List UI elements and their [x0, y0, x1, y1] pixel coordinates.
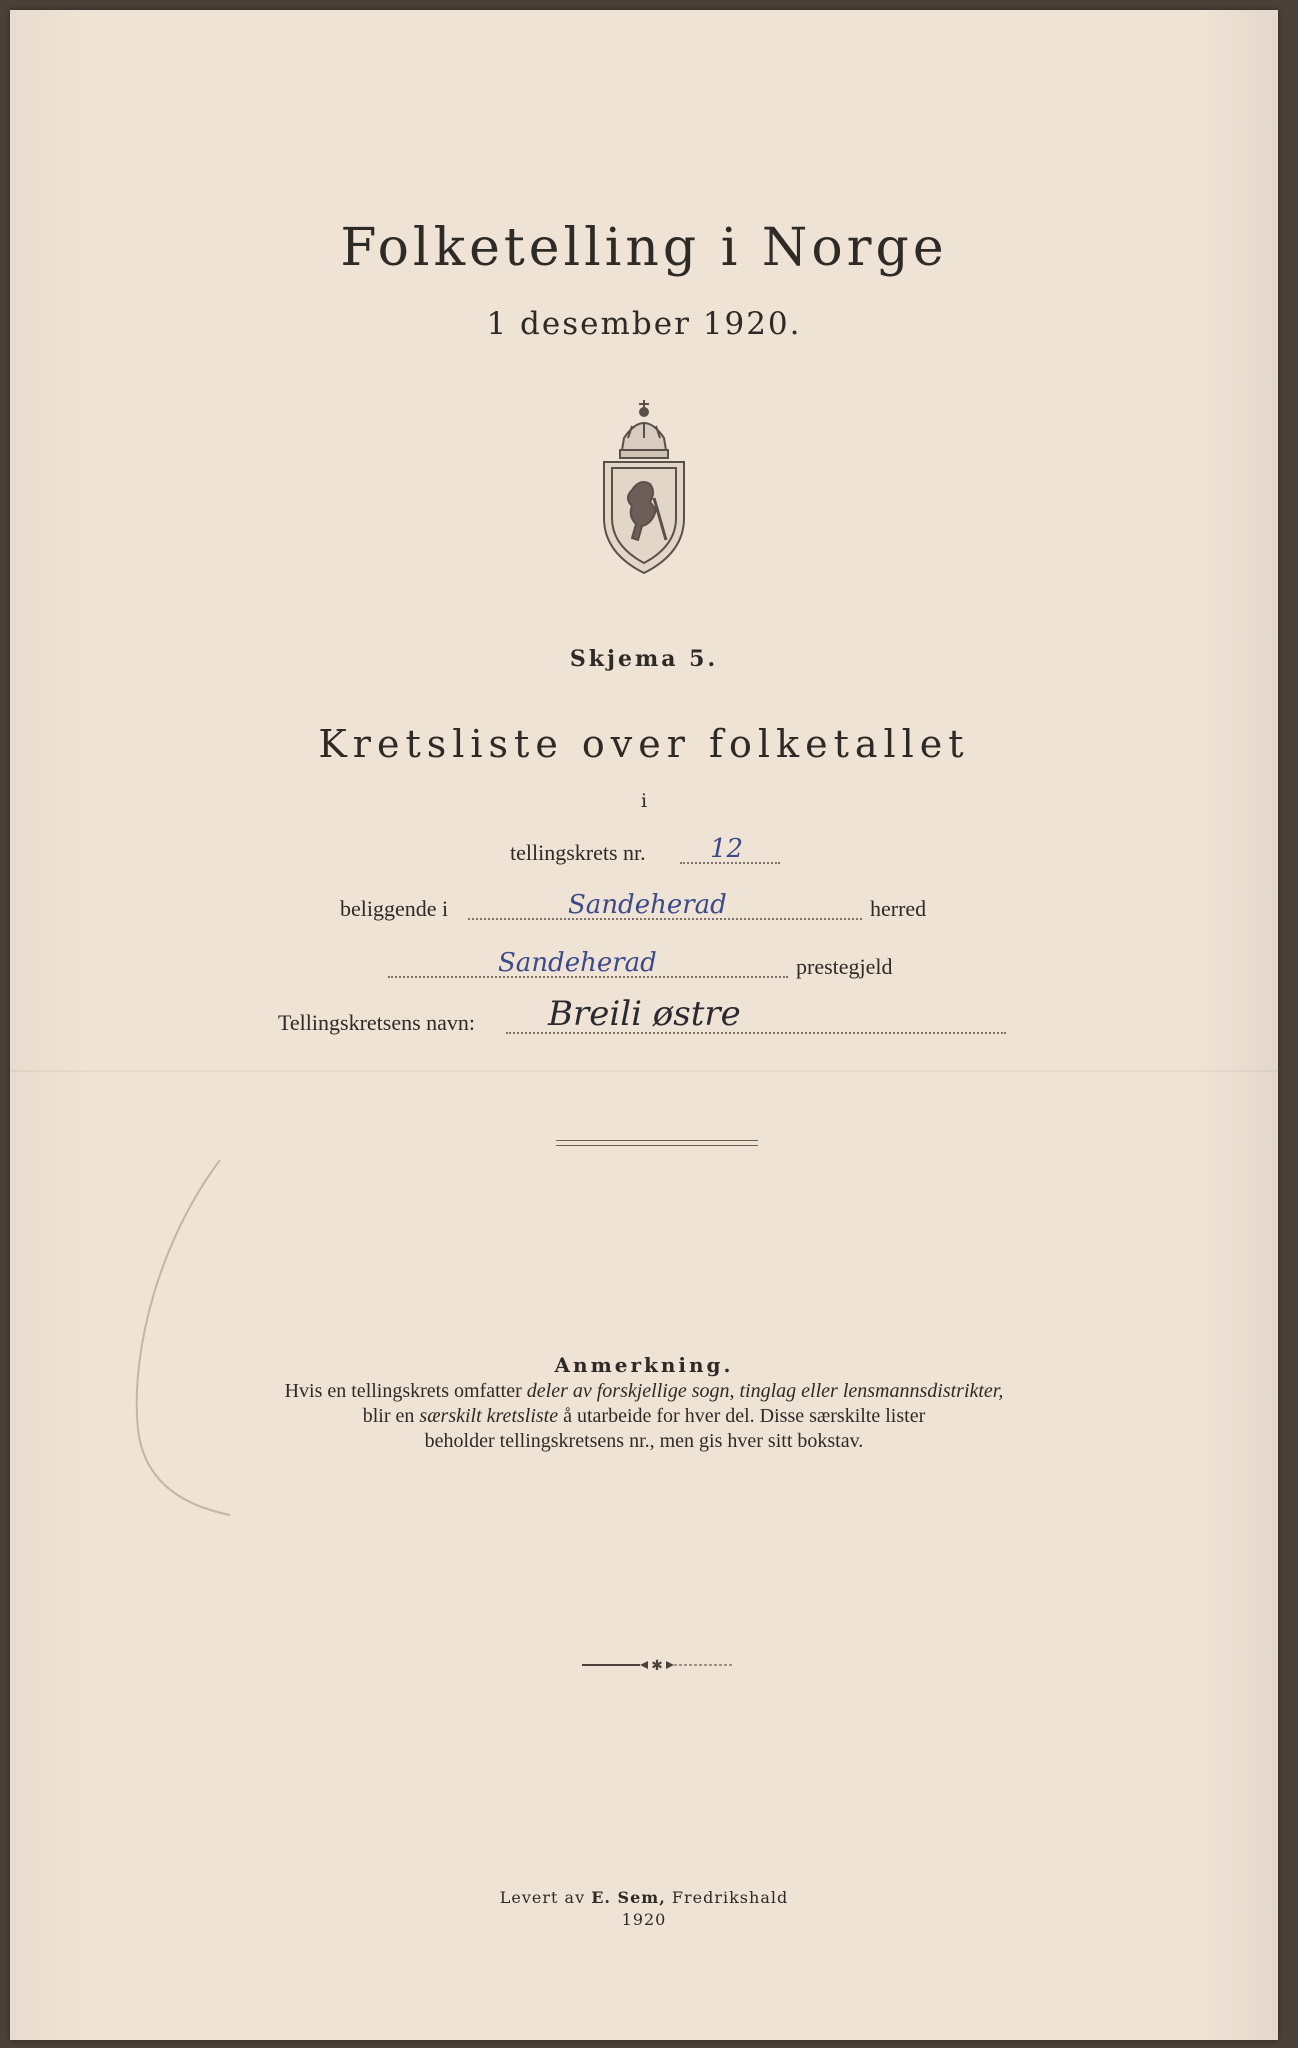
- pencil-mark: [120, 1150, 240, 1520]
- note-line-2: [10, 1405, 1278, 1428]
- form-number: Skjema 5.: [569, 646, 719, 672]
- circuit-number-row: [510, 836, 810, 870]
- parish-row: [388, 950, 948, 984]
- note-title: Anmerkning.: [554, 1353, 734, 1377]
- paper-fold-line: [10, 1070, 1278, 1072]
- municipality-label: beliggende i: [340, 896, 449, 921]
- circuit-name-row: [278, 994, 1028, 1040]
- note-line-2-text-a: blir en: [362, 1405, 420, 1427]
- municipality-row: [340, 892, 990, 926]
- divider-line-top: [556, 1140, 758, 1141]
- census-form-page: [10, 10, 1278, 2040]
- form-title: Kretsliste over folketallet: [318, 722, 970, 766]
- norwegian-coat-of-arms-icon: [594, 398, 694, 578]
- municipality-value: Sandeherad: [568, 890, 727, 920]
- note-line-1-text: Hvis en tellingskrets omfatter: [284, 1380, 527, 1402]
- parish-label: prestegjeld: [796, 954, 893, 979]
- circuit-number-value: 12: [710, 834, 744, 864]
- divider-line-bottom: [556, 1145, 758, 1146]
- ornament-divider-icon: [582, 1658, 732, 1672]
- printer-credit: [10, 1888, 1278, 1907]
- herred-label: herred: [870, 896, 927, 921]
- printer-name: E. Sem,: [591, 1888, 666, 1907]
- note-line-2-emphasis: særskilt kretsliste: [419, 1405, 559, 1427]
- printer-location: Fredrikshald: [665, 1888, 789, 1907]
- circuit-number-label: tellingskrets nr.: [510, 840, 646, 865]
- printer-year: 1920: [621, 1910, 667, 1929]
- census-date: 1 desember 1920.: [486, 306, 802, 342]
- circuit-name-label: Tellingskretsens navn:: [278, 1010, 476, 1035]
- page-title: Folketelling i Norge: [340, 218, 948, 278]
- note-line-1-emphasis: deler av forskjellige sogn, tinglag eller lensmannsdistrikter,: [526, 1380, 1004, 1402]
- printer-credit-prefix: Levert av: [499, 1888, 592, 1907]
- note-line-1: [10, 1380, 1278, 1403]
- circuit-name-value: Breili østre: [548, 994, 741, 1034]
- note-line-3: beholder tellingskretsens nr., men gis hver sitt bokstav.: [424, 1430, 864, 1452]
- parish-value: Sandeherad: [498, 948, 657, 978]
- note-line-2-text-b: å utarbeide for hver del. Disse særskilte lister: [558, 1405, 926, 1427]
- preposition-i: i: [640, 790, 648, 812]
- svg-text:✱: ✱: [651, 1658, 663, 1672]
